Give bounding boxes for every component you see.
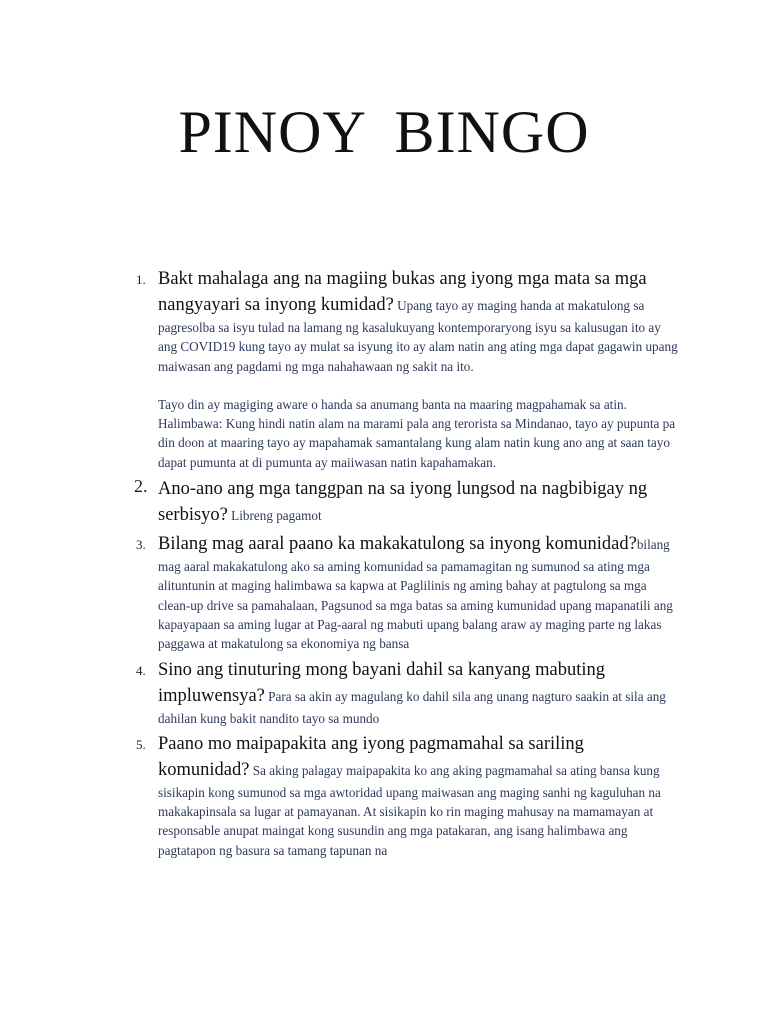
item-number: 4. — [136, 662, 146, 678]
item-number: 1. — [136, 272, 146, 287]
answer-text: bilang mag aaral makakatulong ako sa aming komunidad sa pamamagitan ng sumunod sa ating mga alituntunin at maging halimbawa sa kapwa at Paglilinis ng aming bahay at pagtulong sa mga clean-up drive sa pamahalaan, Pagsunod sa mga batas sa aming kumunidad upang mapanatili ang kapayapaan sa aming lugar at Pag-aaral ng mabuti upang balang araw ay maging parte ng lakas paggawa at makatulong sa ekonomiya ng bansa — [158, 537, 673, 652]
answer-text: Para sa akin ay magulang ko dahil sila ang unang nagturo saakin at sila ang dahilan kung bakit nandito tayo sa mundo — [158, 688, 666, 726]
question-text: Bakt mahalaga ang na magiing bukas ang iyong mga mata sa mga nangyayari sa inyong kumidad? — [158, 269, 647, 315]
list-item — [0, 731, 678, 860]
answer-text: Upang tayo ay maging handa at makatulong sa pagresolba sa isyu tulad na lamang ng kasalukuyang kontemporaryong isyu sa kalusugan ito ay ang COVID19 kung tayo ay mulat sa isyung ito ay alam natin ang ating mga dapat gagawin upang maiwasan ang pagdami ng mga nahahawaan ng sakit na ito. — [158, 298, 678, 374]
question-text: Bilang mag aaral paano ka makakatulong sa inyong komunidad? — [158, 534, 637, 555]
question-text: Ano-ano ang mga tanggpan na sa iyong lungsod na nagbibigay ng serbisyo? — [158, 479, 648, 526]
answer-example: Halimbawa: Kung hindi natin alam na marami pala ang terorista sa Mindanao, tayo ay pupunta pa din doon at maaring tayo ay mapahamak samantalang kung alam natin kung ano ang at saan tayo dapat pumunta at di pumunta ay maiiwasan natin kapahamakan. — [158, 416, 676, 470]
question-list — [0, 266, 768, 860]
item-number: 5. — [136, 736, 146, 752]
question-text: Paano mo maipapakita ang iyong pagmamahal sa sariling komunidad? — [158, 733, 584, 780]
list-item — [0, 266, 678, 472]
item-number: 2. — [134, 476, 148, 497]
list-item — [0, 531, 678, 653]
page-title: PINOY BINGO — [178, 99, 590, 165]
answer-text: Sa aking palagay maipapakita ko ang aking pagmamahal sa ating bansa kung sisikapin kong sumunod sa mga awtoridad upang maiwasan ang maging sanhi ng kaguluhan na makakapinsala sa lugar at pamayanan. At sisikapin ko rin maging mahusay na mamamayan at responsable anupat maingat kong susundin ang mga patakaran, ang isang halimbawa ang pagtatapon ng basura sa tamang tapunan na — [158, 762, 661, 858]
item-number: 3. — [136, 537, 146, 553]
list-item — [0, 657, 678, 728]
answer-paragraph: Tayo din ay magiging aware o handa sa anumang banta na maaring magpahamak sa atin. — [158, 396, 627, 412]
question-text: Sino ang tinuturing mong bayani dahil sa kanyang mabuting impluwensya? — [158, 659, 606, 706]
list-item — [0, 476, 678, 528]
answer-text: Libreng pagamot — [227, 508, 322, 524]
